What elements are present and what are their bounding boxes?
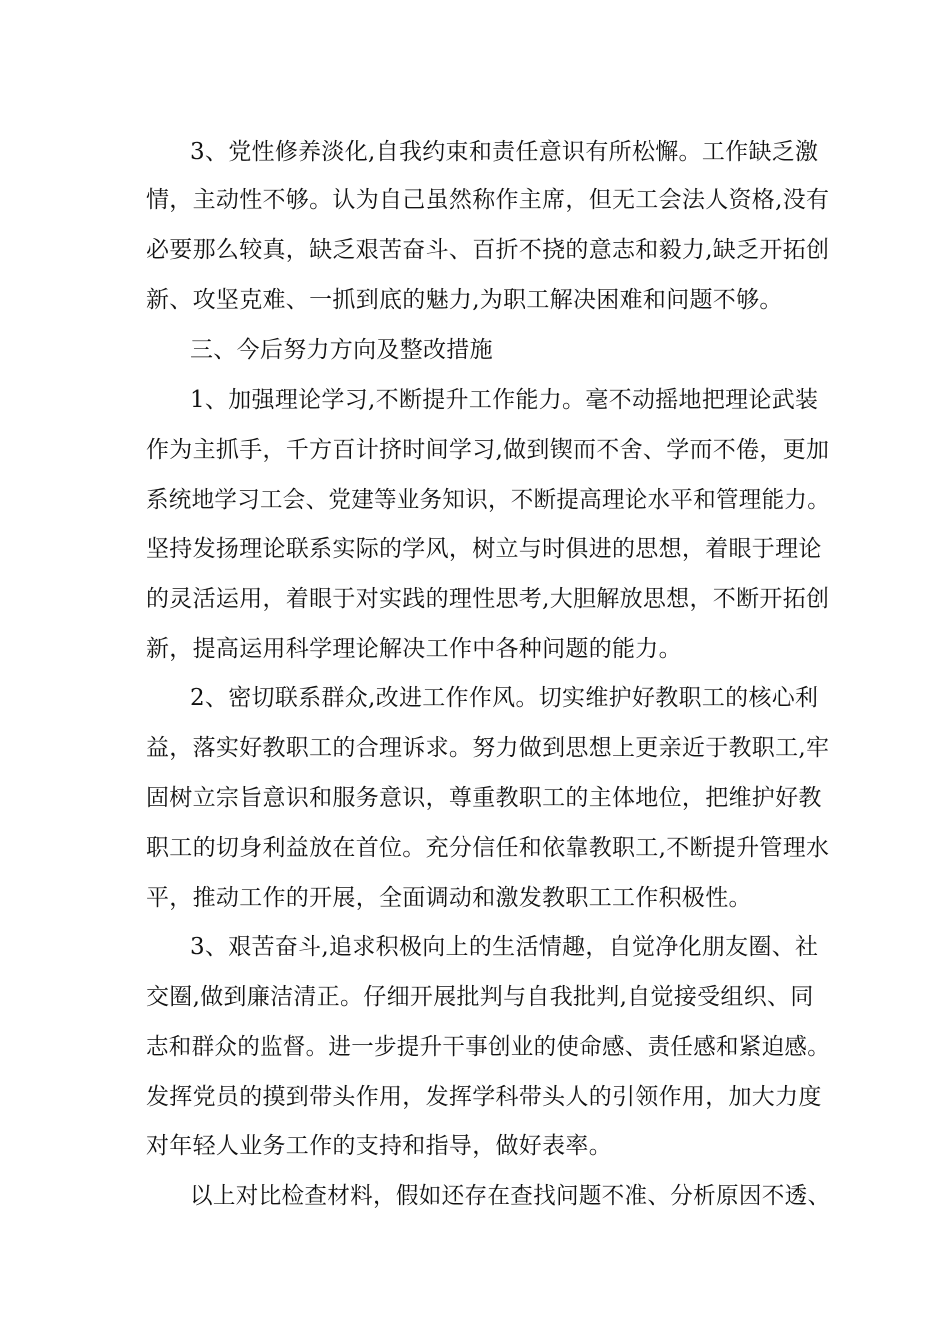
text-line: 对年轻人业务工作的支持和指导，做好表率。 (146, 1133, 612, 1159)
text-line: 的灵活运用，着眼于对实践的理性思考,大胆解放思想，不断开拓创 (146, 586, 830, 612)
text-line: 交圈,做到廉洁清正。仔细开展批判与自我批判,自觉接受组织、同 (146, 984, 814, 1010)
text-line: 新、攻坚克难、一抓到底的魅力,为职工解决困难和问题不够。 (146, 287, 783, 313)
text-line: 3、艰苦奋斗,追求积极向上的生活情趣，自觉净化朋友圈、社 (190, 934, 819, 960)
text-line: 以上对比检查材料，假如还存在查找问题不准、分析原因不透、 (190, 1183, 831, 1209)
text-line: 2、密切联系群众,改进工作作风。切实维护好教职工的核心利 (190, 685, 819, 711)
text-line: 新，提高运用科学理论解决工作中各种问题的能力。 (146, 636, 682, 662)
text-line: 必要那么较真，缺乏艰苦奋斗、百折不挠的意志和毅力,缺乏开拓创 (146, 237, 830, 263)
text-line: 作为主抓手，千方百计挤时间学习,做到锲而不舍、学而不倦，更加 (146, 437, 830, 463)
text-line: 发挥党员的摸到带头作用，发挥学科带头人的引领作用，加大力度 (146, 1084, 822, 1110)
text-line: 系统地学习工会、党建等业务知识，不断提高理论水平和管理能力。 (146, 487, 830, 513)
text-line: 职工的切身利益放在首位。充分信任和依靠教职工,不断提升管理水 (146, 835, 830, 861)
text-line: 益，落实好教职工的合理诉求。努力做到思想上更亲近于教职工,牢 (146, 735, 830, 761)
section-heading: 三、今后努力方向及整改措施 (190, 337, 493, 363)
text-line: 坚持发扬理论联系实际的学风，树立与时俱进的思想，着眼于理论 (146, 536, 822, 562)
text-line: 3、党性修养淡化,自我约束和责任意识有所松懈。工作缺乏激 (190, 139, 819, 165)
text-line: 情，主动性不够。认为自己虽然称作主席，但无工会法人资格,没有 (146, 187, 830, 213)
text-line: 平，推动工作的开展，全面调动和激发教职工工作积极性。 (146, 885, 752, 911)
text-line: 1、加强理论学习,不断提升工作能力。毫不动摇地把理论武装 (190, 387, 819, 413)
text-line: 固树立宗旨意识和服务意识，尊重教职工的主体地位，把维护好教 (146, 785, 822, 811)
text-line: 志和群众的监督。进一步提升干事创业的使命感、责任感和紧迫感。 (146, 1034, 830, 1060)
